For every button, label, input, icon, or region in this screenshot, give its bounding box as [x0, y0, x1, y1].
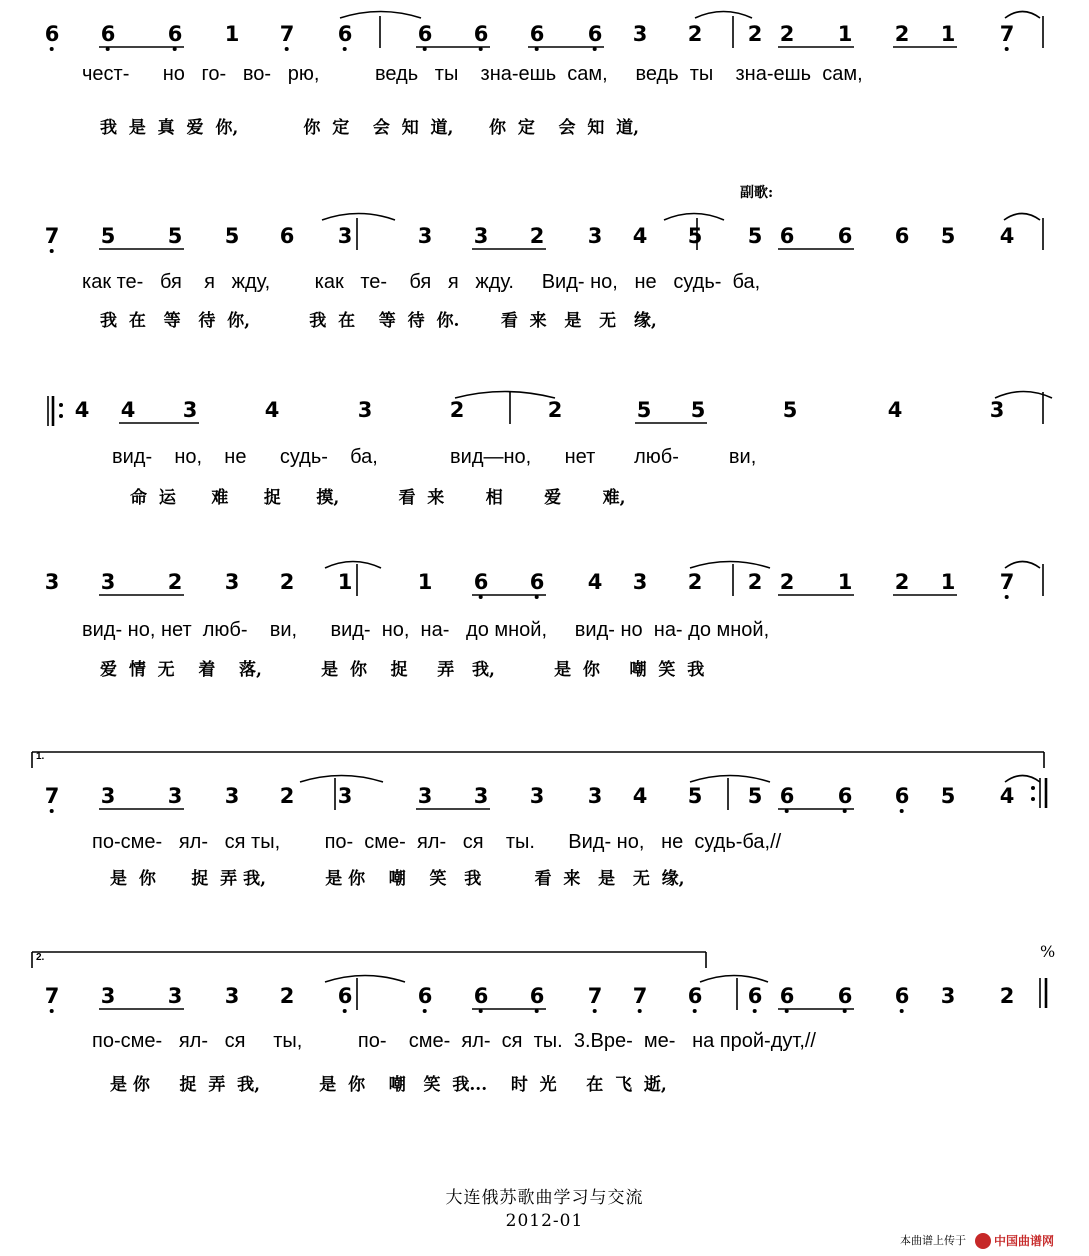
- note: 2: [747, 22, 763, 46]
- note: 5: [100, 224, 116, 248]
- note: 3: [473, 224, 489, 248]
- note: 5: [940, 784, 956, 808]
- note: 2: [167, 570, 183, 594]
- note: 3: [337, 784, 353, 808]
- repeat-dot: [1031, 797, 1035, 801]
- tie: [322, 214, 395, 221]
- note: 3: [100, 570, 116, 594]
- note: 5: [224, 224, 240, 248]
- note: 3: [632, 22, 648, 46]
- note: 7: [44, 224, 60, 248]
- note: 6: [894, 784, 910, 808]
- note: 6: [529, 570, 545, 594]
- note: 2: [687, 22, 703, 46]
- note: 2: [894, 570, 910, 594]
- note: 2: [687, 570, 703, 594]
- tie: [664, 214, 724, 221]
- note: 2: [547, 398, 563, 422]
- tie: [700, 976, 768, 983]
- note: 2: [894, 22, 910, 46]
- note: 6: [747, 984, 763, 1008]
- note: 6: [417, 984, 433, 1008]
- tie: [1004, 214, 1040, 221]
- note: 3: [587, 784, 603, 808]
- note: 3: [100, 784, 116, 808]
- note: 3: [182, 398, 198, 422]
- russian-lyrics: по-сме- ял- ся ты, по- сме- ял- ся ты. Вид- но, не судь-ба,//: [92, 831, 782, 853]
- note: 4: [887, 398, 903, 422]
- tie: [690, 562, 770, 569]
- note: 2: [779, 570, 795, 594]
- note: 3: [529, 784, 545, 808]
- note: 3: [940, 984, 956, 1008]
- tie: [690, 776, 770, 783]
- tie: [695, 12, 752, 19]
- note: 2: [529, 224, 545, 248]
- note: 7: [999, 22, 1015, 46]
- note: 6: [837, 784, 853, 808]
- russian-lyrics: вид- но, не судь- ба, вид—но, нет люб- ви,: [112, 446, 757, 468]
- note: 6: [279, 224, 295, 248]
- note: 4: [264, 398, 280, 422]
- note: 4: [999, 224, 1015, 248]
- note: 7: [999, 570, 1015, 594]
- note: 6: [337, 984, 353, 1008]
- note: 6: [687, 984, 703, 1008]
- note: 4: [587, 570, 603, 594]
- note: 6: [473, 984, 489, 1008]
- tie: [300, 776, 383, 783]
- note: 3: [989, 398, 1005, 422]
- note: 2: [279, 984, 295, 1008]
- note: 3: [357, 398, 373, 422]
- note: 7: [279, 22, 295, 46]
- note: 5: [167, 224, 183, 248]
- note: 1: [224, 22, 240, 46]
- note: 1: [837, 570, 853, 594]
- note: 6: [894, 224, 910, 248]
- chorus-label: 副歌:: [740, 185, 774, 201]
- note: 3: [167, 984, 183, 1008]
- volta-2-label: 2.: [36, 952, 45, 963]
- note: 3: [224, 570, 240, 594]
- note: 1: [337, 570, 353, 594]
- segno-sign: %: [1040, 942, 1056, 961]
- tie: [1005, 776, 1040, 783]
- russian-lyrics: по-сме- ял- ся ты, по- сме- ял- ся ты. 3.Вре- ме- на прой-дут,//: [92, 1030, 816, 1052]
- note: 2: [779, 22, 795, 46]
- chinese-lyrics: 爱 情 无 着 落, 是 你 捉 弄 我, 是 你 嘲 笑 我: [100, 660, 705, 680]
- note: 4: [632, 224, 648, 248]
- note: 6: [473, 570, 489, 594]
- tie: [325, 976, 405, 983]
- note: 3: [100, 984, 116, 1008]
- note: 7: [44, 784, 60, 808]
- note: 4: [74, 398, 90, 422]
- note: 6: [587, 22, 603, 46]
- tie: [455, 392, 555, 399]
- tie: [1005, 12, 1040, 19]
- chinese-lyrics: 是 你 捉 弄 我, 是 你 嘲 笑 我... 时 光 在 飞 逝,: [110, 1075, 667, 1095]
- note: 5: [747, 784, 763, 808]
- upload-credit: 本曲谱上传于: [900, 1235, 966, 1247]
- note: 3: [337, 224, 353, 248]
- note: 4: [120, 398, 136, 422]
- note: 6: [894, 984, 910, 1008]
- note: 1: [417, 570, 433, 594]
- note: 3: [587, 224, 603, 248]
- note: 6: [417, 22, 433, 46]
- note: 6: [837, 984, 853, 1008]
- repeat-dot: [59, 414, 63, 418]
- note: 6: [44, 22, 60, 46]
- note: 7: [587, 984, 603, 1008]
- chinese-lyrics: 命 运 难 捉 摸, 看 来 相 爱 难,: [130, 488, 626, 508]
- note: 5: [940, 224, 956, 248]
- note: 2: [449, 398, 465, 422]
- note: 5: [690, 398, 706, 422]
- note: 3: [224, 784, 240, 808]
- site-logo-text: 中国曲谱网: [994, 1234, 1055, 1248]
- note: 1: [940, 22, 956, 46]
- note: 3: [632, 570, 648, 594]
- note: 3: [417, 224, 433, 248]
- repeat-dot: [59, 403, 63, 407]
- note: 6: [337, 22, 353, 46]
- tie: [1005, 562, 1040, 569]
- note: 3: [473, 784, 489, 808]
- note: 1: [940, 570, 956, 594]
- chinese-lyrics: 我 是 真 爱 你, 你 定 会 知 道, 你 定 会 知 道,: [100, 118, 640, 138]
- note: 2: [279, 570, 295, 594]
- note: 2: [999, 984, 1015, 1008]
- note: 1: [837, 22, 853, 46]
- russian-lyrics: чест- но го- во- рю, ведь ты зна-ешь сам, ведь ты зна-ешь сам,: [82, 63, 863, 85]
- tie: [325, 562, 381, 569]
- russian-lyrics: как те- бя я жду, как те- бя я жду. Вид- но, не судь- ба,: [82, 271, 761, 293]
- note: 6: [779, 784, 795, 808]
- note: 4: [632, 784, 648, 808]
- repeat-dot: [1031, 786, 1035, 790]
- note: 6: [779, 984, 795, 1008]
- note: 6: [529, 984, 545, 1008]
- volta-1-label: 1.: [36, 751, 45, 762]
- note: 5: [636, 398, 652, 422]
- note: 5: [687, 784, 703, 808]
- site-logo-icon: [975, 1233, 991, 1249]
- note: 6: [473, 22, 489, 46]
- note: 7: [632, 984, 648, 1008]
- note: 7: [44, 984, 60, 1008]
- note: 3: [224, 984, 240, 1008]
- note: 3: [417, 784, 433, 808]
- note: 4: [999, 784, 1015, 808]
- footer-title: 大连俄苏歌曲学习与交流: [445, 1188, 644, 1208]
- note: 5: [782, 398, 798, 422]
- chinese-lyrics: 是 你 捉 弄 我, 是 你 嘲 笑 我 看 来 是 无 缘,: [110, 869, 685, 889]
- note: 5: [687, 224, 703, 248]
- note: 6: [779, 224, 795, 248]
- note: 6: [837, 224, 853, 248]
- note: 5: [747, 224, 763, 248]
- note: 6: [529, 22, 545, 46]
- footer-date: 2012-01: [505, 1211, 584, 1231]
- note: 2: [747, 570, 763, 594]
- chinese-lyrics: 我 在 等 待 你, 我 在 等 待 你. 看 来 是 无 缘,: [100, 311, 657, 331]
- note: 2: [279, 784, 295, 808]
- note: 6: [167, 22, 183, 46]
- note: 3: [167, 784, 183, 808]
- note: 6: [100, 22, 116, 46]
- note: 3: [44, 570, 60, 594]
- russian-lyrics: вид- но, нет люб- ви, вид- но, на- до мной, вид- но на- до мной,: [82, 619, 770, 641]
